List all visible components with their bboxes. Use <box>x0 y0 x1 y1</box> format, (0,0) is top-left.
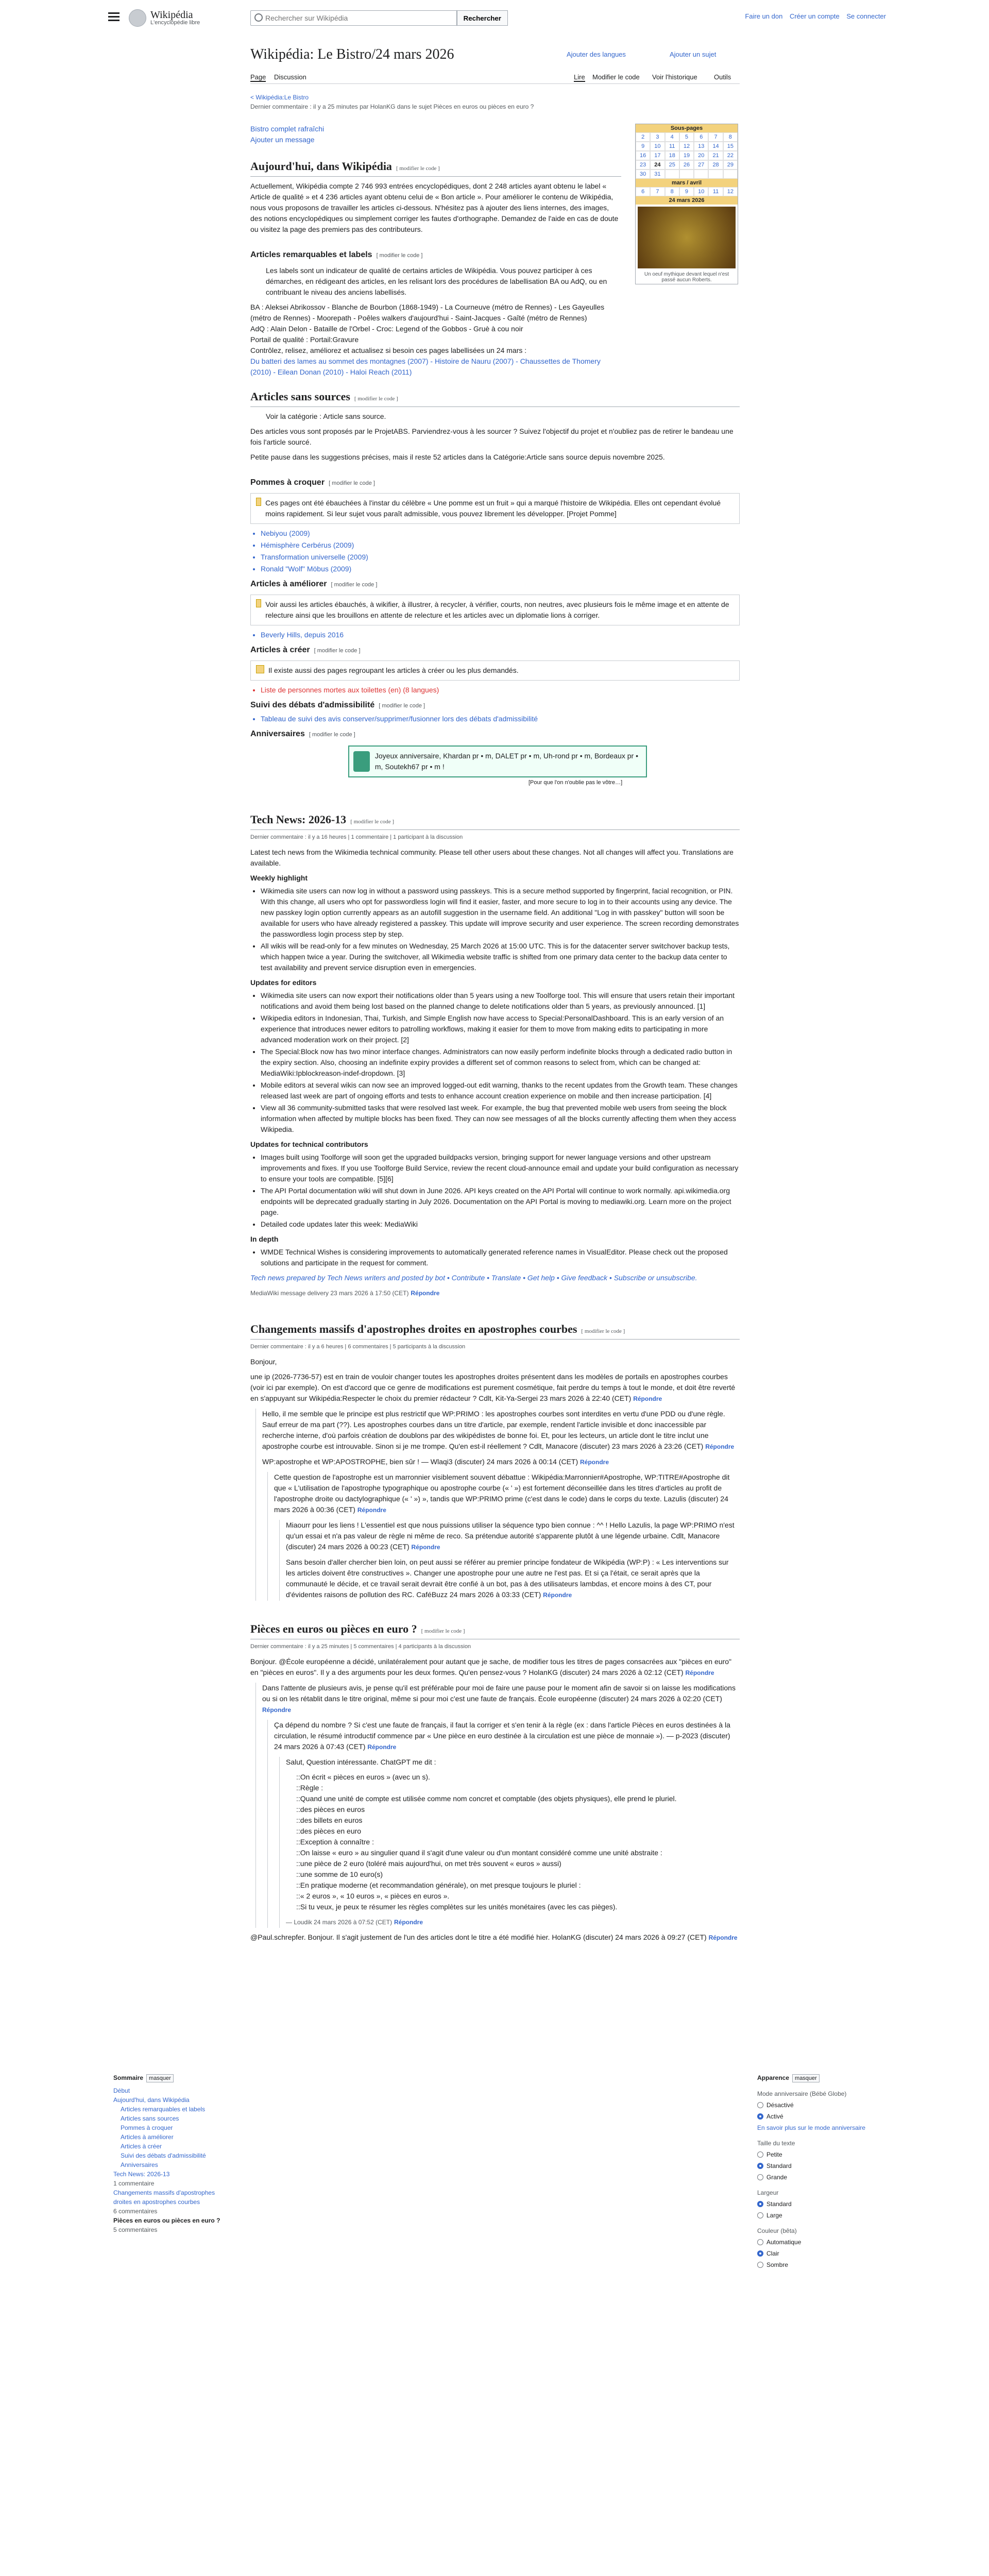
calendar-day[interactable]: 23 <box>636 160 650 170</box>
section-labels: Articles remarquables et labels [ modifier le code ] <box>250 250 423 259</box>
radio-size-large[interactable]: Grande <box>757 2173 886 2182</box>
comment: Dans l'attente de plusieurs avis, je pense qu'il est préférable pour moi de faire une pause pour le moment afin de savoir si on laisse les modifications ou si on les rétablit dans le titre original, même si pour moi c'est une faute de français. École européenne (discuter) 24 mars 2026 à 02:20 (CET) Répondre <box>262 1684 736 1714</box>
section-euros: Pièces en euros ou pièces en euro ? [ modifier le code ] <box>250 1623 740 1639</box>
birthday-note[interactable]: [Pour que l'on n'oublie pas le vôtre…] <box>528 779 623 786</box>
labels-check: Contrôlez, relisez, améliorez et actualisez si besoin ces pages labellisées un 24 mars : <box>250 346 527 354</box>
toc-item-current[interactable]: Pièces en euros ou pièces en euro ? <box>113 2217 220 2224</box>
calendar-next-month[interactable]: mars / avril <box>636 179 738 187</box>
sources-text1: Des articles vous sont proposés par le ProjetABS. Parviendrez-vous à les sourcer ? Suivez l'objectif du projet et n'oubliez pas de retirer le bandeau une fois l'article sourcé. <box>250 427 734 446</box>
calendar-day[interactable]: 5 <box>679 132 694 142</box>
calendar-day[interactable]: 26 <box>679 160 694 170</box>
tab-discussion[interactable]: Discussion <box>274 73 306 81</box>
calendar-day[interactable]: 2 <box>636 132 650 142</box>
calendar-day[interactable]: 10 <box>650 142 664 151</box>
tab-page[interactable]: Page <box>250 73 266 81</box>
calendar-day[interactable]: 6 <box>694 132 708 142</box>
search-input[interactable] <box>250 10 457 26</box>
calendar-day[interactable]: 3 <box>650 132 664 142</box>
edit-link[interactable]: [ modifier le code ] <box>331 582 378 588</box>
calendar-day[interactable]: 20 <box>694 151 708 160</box>
edit-link[interactable]: [ modifier le code ] <box>309 732 355 738</box>
add-topic-link[interactable]: Ajouter un sujet <box>670 50 717 58</box>
pommes-box: Ces pages ont été ébauchées à l'instar du célèbre « Une pomme est un fruit » qui a marqué l'histoire de Wikipédia. Elles ont cependant évolué moins rapidement. Si leur sujet vous paraît admissible, vous pouvez librement les développer. [Projet Pomme] <box>250 493 740 524</box>
list-item: • Mobile editors at several wikis can now see an improved logged-out edit warning, thanks to the recent updates from the Growth team. These changes released last week are part of ongoing efforts and tests to enhance account creation experience on mobile and then increase participation. [4] <box>261 1080 740 1101</box>
comment: @Paul.schrepfer. Bonjour. Il s'agit justement de l'un des articles dont le titre a été modifié hier. HolanKG (discuter) 24 mars 2026 à 09:27 (CET) Répondre <box>250 1933 738 1941</box>
list-item: • All wikis will be read-only for a few minutes on Wednesday, 25 March 2026 at 15:00 UTC. This is for the datacenter server switchover backup tests, which happen twice a year. During the switchover, all Wikimedia website traffic is shifted from one primary data center to the backup data center to test availability and prevent service disruption even in emergencies. <box>261 941 740 973</box>
toc-item[interactable]: Changements massifs d'apostrophes droites en apostrophes courbes <box>113 2189 215 2206</box>
calendar-day[interactable]: 11 <box>708 187 723 196</box>
calendar-day[interactable]: 17 <box>650 151 664 160</box>
quote-line: ::Si tu veux, je peux te résumer les règles complètes sur les unités monétaires (avec les cas pièges). <box>296 1903 618 1911</box>
main-content <box>250 124 884 1947</box>
search-button[interactable]: Rechercher <box>457 10 508 26</box>
comment: Sans besoin d'aller chercher bien loin, on peut aussi se référer au premier principe fondateur de Wikipédia (WP:P) : « Les interventions sur les articles doivent être constructives ». Changer une apostrophe pour une autre ne l'est pas. Et si ça l'était, ce serait après que la communauté le décide, et ce travail serait devrait être confié à un bot, pas à des utilisateurs lambdas, et encore moins à des CT, pour d'évidentes raisons de pollution des RC. CaféBuzz 24 mars 2026 à 03:33 (CET) Répondre <box>286 1558 729 1599</box>
toc-hide-button[interactable]: masquer <box>146 2074 174 2082</box>
section-technews: Tech News: 2026-13 [ modifier le code ] <box>250 814 740 830</box>
reply-button[interactable]: Répondre <box>367 1743 397 1751</box>
calendar-day[interactable]: 11 <box>665 142 679 151</box>
calendar-day[interactable]: 6 <box>636 187 650 196</box>
toc-item[interactable]: Articles remarquables et labels <box>121 2106 206 2113</box>
reply-button[interactable]: Répondre <box>357 1506 386 1514</box>
labels-list[interactable]: Du batteri des lames au sommet des montagnes (2007) - Histoire de Nauru (2007) - Chaussettes de Thomery (2010) - Eilean Donan (2010) - Haloi Reach (2011) <box>250 357 601 376</box>
euros-meta: Dernier commentaire : il y a 25 minutes | 5 commentaires | 4 participants à la discussion <box>250 1643 471 1650</box>
add-languages-button[interactable]: Ajouter des langues <box>567 50 626 58</box>
edit-link[interactable]: [ modifier le code ] <box>329 480 375 486</box>
cake-icon <box>353 751 370 772</box>
birthday-box: Joyeux anniversaire, Khardan pr • m, DALET pr • m, Uh-rond pr • m, Bordeaux pr • m, Soutekh67 pr • m ! <box>348 745 647 777</box>
section-anniv: Anniversaires [ modifier le code ] <box>250 730 355 738</box>
breadcrumb-parent-link[interactable]: < Wikipédia:Le Bistro <box>250 94 309 101</box>
toc-item[interactable]: Articles à améliorer <box>121 2133 174 2141</box>
color-label: Couleur (bêta) <box>757 2227 797 2234</box>
quote-line: ::En pratique moderne (et recommandation générale), on met presque toujours le pluriel : <box>296 1881 581 1889</box>
radio-color-dark[interactable]: Sombre <box>757 2260 886 2269</box>
calendar-day[interactable]: 14 <box>708 142 723 151</box>
login-link[interactable]: Se connecter <box>846 12 886 20</box>
technews-tech-heading: Updates for technical contributors <box>250 1140 368 1148</box>
donate-link[interactable]: Faire un don <box>745 12 783 20</box>
calendar-day[interactable]: 15 <box>723 142 738 151</box>
sources-box: Voir la catégorie : Article sans source. <box>266 412 386 420</box>
logo-subtitle: L'encyclopédie libre <box>150 20 200 26</box>
edit-link[interactable]: [ modifier le code ] <box>350 819 395 825</box>
edit-link[interactable]: [ modifier le code ] <box>354 396 398 402</box>
toc-item[interactable]: Début <box>113 2087 130 2094</box>
reply-button[interactable]: Répondre <box>394 1919 423 1926</box>
quote-line: ::Quand une unité de compte est utilisée comme nom concret et comptable (des objets physiques), elle prend le pluriel. <box>296 1794 677 1803</box>
reply-button[interactable]: Répondre <box>580 1459 609 1466</box>
labels-ba: BA : Aleksei Abrikossov - Blanche de Bourbon (1868-1949) - La Courneuve (métro de Rennes) - Les Gayeulles (métro de Rennes) - Moorepath - Poêles walkers d'aujourd'hui - Saint-Jacques - Gaîté (métro de Rennes) <box>250 303 605 322</box>
toc-count: 6 commentaires <box>113 2208 158 2215</box>
edit-link[interactable]: [ modifier le code ] <box>376 252 423 259</box>
calendar-day[interactable]: 27 <box>694 160 708 170</box>
quote-line: ::des billets en euros <box>296 1816 363 1824</box>
tab-history[interactable]: Voir l'historique <box>652 73 697 81</box>
section-debats: Suivi des débats d'admissibilité [ modifier le code ] <box>250 701 425 709</box>
creer-box: Il existe aussi des pages regroupant les articles à créer ou les plus demandés. <box>250 660 740 681</box>
add-message-link[interactable]: Ajouter un message <box>250 135 315 144</box>
appearance-title: Apparence <box>757 2074 790 2081</box>
list-item: • Images built using Toolforge will soon get the upgraded buildpacks version, bringing support for newer language versions and other upstream improvements and fixes. If you use Toolforge Build Service, review the recent cloud-announce email and update your build configuration as necessary to ensure your tools are compatible. [5][6] <box>261 1152 740 1184</box>
toc-item[interactable]: Suivi des débats d'admissibilité <box>121 2152 206 2159</box>
mode-label: Mode anniversaire (Bébé Globe) <box>757 2090 847 2097</box>
radio-size-standard[interactable]: Standard <box>757 2161 886 2171</box>
toc-item[interactable]: Aujourd'hui, dans Wikipédia <box>113 2096 190 2104</box>
radio-size-small[interactable]: Petite <box>757 2150 886 2159</box>
radio-mode-off[interactable]: Désactivé <box>757 2100 886 2110</box>
list-item[interactable]: • Liste de personnes mortes aux toilettes (en) (8 langues) <box>261 685 740 696</box>
main-menu-icon[interactable] <box>108 12 120 22</box>
section-today: Aujourd'hui, dans Wikipédia [ modifier le code ] <box>250 161 621 177</box>
tab-edit-source[interactable]: Modifier le code <box>592 73 640 81</box>
section-sources: Articles sans sources [ modifier le code ] <box>250 391 740 407</box>
tab-tools[interactable]: Outils <box>714 73 731 81</box>
mode-learn-more-link[interactable]: En savoir plus sur le mode anniversaire <box>757 2124 866 2131</box>
comment: Salut, Question intéressante. ChatGPT me dit : <box>286 1758 436 1766</box>
edit-link[interactable]: [ modifier le code ] <box>396 165 440 172</box>
comment: Cette question de l'apostrophe est un marronnier visiblement souvent débattue : Wikipédia:Marronnier#Apostrophe, WP:TITRE#Apostrophe dit que « L'utilisation de l'apostrophe typographique ou apostrophe courbe (« ' ») est fortement déconseillée dans les titres d'articles au profit de l'apostrophe droite ou dactylographique (« ' ») », tandis que WP:PRIMO prime (c'est dans le code) dans le corps du texte. Lazulis (discuter) 24 mars 2026 à 00:36 (CET) Répondre <box>274 1473 730 1514</box>
calendar-day[interactable]: 13 <box>694 142 708 151</box>
section-creer: Articles à créer [ modifier le code ] <box>250 646 361 654</box>
list-item[interactable]: • Nebiyou (2009) <box>261 528 740 539</box>
section-ameliorer: Articles à améliorer [ modifier le code ] <box>250 580 378 588</box>
labels-box: Les labels sont un indicateur de qualité de certains articles de Wikipédia. Vous pouvez participer à ces démarches, en rédigeant des articles, en les relisant lors des procédures de labellisation BA ou AdQ, ou en contribuant le niveau des anciens labellisés. <box>266 266 607 296</box>
quote-line: ::« 2 euros », « 10 euros », « pièces en euros ». <box>296 1892 450 1900</box>
technews-intro: Latest tech news from the Wikimedia technical community. Please tell other users about these changes. Not all changes will affect you. Translations are available. <box>250 848 734 867</box>
site-logo[interactable] <box>129 9 200 27</box>
calendar-day[interactable]: 25 <box>665 160 679 170</box>
radio-width-wide[interactable]: Large <box>757 2211 886 2220</box>
calendar-day[interactable]: 8 <box>665 187 679 196</box>
calendar-day[interactable]: 29 <box>723 160 738 170</box>
calendar-day[interactable]: 8 <box>723 132 738 142</box>
list-item: • Wikimedia site users can now export their notifications older than 5 years using a new Toolforge tool. This will ensure that users retain their important notifications and avoid them being lost based on the planned change to delete notifications older than 5 years, as previously announced. [1] <box>261 990 740 1012</box>
comment: Bonjour, <box>250 1358 277 1366</box>
page-title: Wikipédia: Le Bistro/24 mars 2026 <box>250 46 454 62</box>
reply-button[interactable]: Répondre <box>705 1443 735 1450</box>
list-item[interactable]: • Ronald "Wolf" Möbus (2009) <box>261 564 740 574</box>
list-item: • Wikimedia site users can now log in without a password using passkeys. This is a secure method supported by fingerprint, facial recognition, or PIN. With this change, all users who opt for passwordless login will find it easier, faster, and more secure to log in to their accounts using any device. The new passkey login option currently appears as an autofill suggestion in the username field. An additional "Log in with passkey" button will soon be available for users who have already registered a passkey. This update will improve security and user experience. The screen recording demonstrates the passwordless login process step by step. <box>261 886 740 940</box>
user-links <box>740 12 886 20</box>
toc-item[interactable]: Tech News: 2026-13 <box>113 2171 170 2178</box>
breadcrumb <box>250 93 740 111</box>
calendar-day[interactable]: 12 <box>723 187 738 196</box>
list-item[interactable]: • Tableau de suivi des avis conserver/supprimer/fusionner lors des débats d'admissibilité <box>261 714 740 724</box>
calendar-day[interactable]: 30 <box>636 170 650 179</box>
quote-line: ::On écrit « pièces en euros » (avec un s). <box>296 1773 430 1781</box>
calendar-day[interactable]: 22 <box>723 151 738 160</box>
size-label: Taille du texte <box>757 2140 795 2147</box>
reply-button[interactable]: Répondre <box>633 1395 662 1402</box>
calendar-day[interactable]: 10 <box>694 187 708 196</box>
technews-footer[interactable]: Tech news prepared by Tech News writers and posted by bot • Contribute • Translate • Get help • Give feedback • Subscribe or unsubscribe. <box>250 1274 697 1282</box>
pencil-icon <box>256 599 261 607</box>
radio-color-light[interactable]: Clair <box>757 2249 886 2258</box>
chatgpt-quote <box>286 1772 740 1912</box>
calendar-day[interactable]: 19 <box>679 151 694 160</box>
calendar-day[interactable]: 24 <box>650 160 664 170</box>
edit-link[interactable]: [ modifier le code ] <box>421 1628 465 1634</box>
comment: Bonjour. @École européenne a décidé, unilatéralement pour autant que je sache, de modifier tous les titres de pages consacrées aux "pièces en euro" en "pièces en euros". Il y a des arguments pour les deux formes. Qu'en pensez-vous ? HolanKG (discuter) 24 mars 2026 à 02:12 (CET) Répondre <box>250 1657 731 1676</box>
appearance-panel <box>757 2073 886 2272</box>
calendar-title: Sous-pages <box>636 124 738 132</box>
toc-item[interactable]: Anniversaires <box>121 2161 158 2168</box>
quote-line: ::Exception à connaître : <box>296 1838 374 1846</box>
reply-button[interactable]: Répondre <box>543 1591 572 1599</box>
tab-read[interactable]: Lire <box>574 73 585 81</box>
reply-button[interactable]: Répondre <box>411 1544 440 1551</box>
bistro-refresh-link[interactable]: Bistro complet rafraîchi <box>250 125 325 133</box>
list-item[interactable]: • Hémisphère Cerbérus (2009) <box>261 540 740 551</box>
site-header <box>103 8 886 29</box>
radio-width-standard[interactable]: Standard <box>757 2199 886 2209</box>
edit-link[interactable]: [ modifier le code ] <box>581 1328 625 1334</box>
quote-line: ::Règle : <box>296 1784 323 1792</box>
apostrophes-meta: Dernier commentaire : il y a 6 heures | 6 commentaires | 5 participants à la discussion <box>250 1344 466 1350</box>
technews-meta: Dernier commentaire : il y a 16 heures | 1 commentaire | 1 participant à la discussion <box>250 834 463 840</box>
toc-title: Sommaire <box>113 2074 144 2081</box>
apple-icon <box>256 498 261 506</box>
calendar-caption: Un oeuf mythique devant lequel n'est passé aucun Roberts. <box>644 272 729 283</box>
list-item: • View all 36 community-submitted tasks that were resolved last week. For example, the bug that prevented mobile web users from seeing the block information when affected by multiple blocks has been fixed. They can now see messages of all the blocks currently affecting them when they access Wikipedia. <box>261 1103 740 1135</box>
calendar-image-title: 24 mars 2026 <box>636 196 738 205</box>
last-comment-info: Dernier commentaire : il y a 25 minutes par HolanKG dans le sujet Pièces en euros ou pièces en euro ? <box>250 103 534 110</box>
list-item: • Wikipedia editors in Indonesian, Thai, Turkish, and Simple English now have access to Special:PersonalDashboard. This is an early version of an experience that introduces newer editors to patrolling workflows, making it easier for them to move from making edits to participating in more advanced moderation work on their project. [2] <box>261 1013 740 1045</box>
calendar-day[interactable]: 12 <box>679 142 694 151</box>
table-of-contents <box>113 2073 232 2234</box>
edit-link[interactable]: [ modifier le code ] <box>314 648 361 654</box>
quote-line: ::une pièce de 2 euro (toléré mais aujourd'hui, on met très souvent « euros » aussi) <box>296 1859 561 1868</box>
calendar-day[interactable]: 7 <box>708 132 723 142</box>
comment: Miaourr pour les liens ! L'essentiel est que nous puissions utiliser la séquence typo bien connue : ^^ ! Hello Lazulis, la page WP:PRIMO n'est qu'un essai et n'a pas valeur de règle ni même de reco. Sa prétendue autorité s'apparente plutôt à une légende urbaine. Cdlt, Manacore (discuter) 24 mars 2026 à 00:23 (CET) Répondre <box>286 1521 735 1551</box>
labels-portal: Portail de qualité : Portail:Gravure <box>250 335 359 344</box>
today-text: Actuellement, Wikipédia compte 2 746 993 entrées encyclopédiques, dont 2 248 articles ayant obtenu le label « Article de qualité » et 4 236 articles ayant obtenu celui de « Bon article ». Pour améliorer le contenu de Wikipédia, nous vous proposons de travailler les articles ci-dessous. N'hésitez pas à ajouter des liens internes, des images, des notions encyclopédiques ou simplement corriger les fautes d'orthographe. Demandez de l'aide en cas de doute ou visitez la page des premiers pas des contributeurs. <box>250 182 619 233</box>
toc-item[interactable]: Articles sans sources <box>121 2115 179 2122</box>
comment: WP:apostrophe et WP:APOSTROPHE, bien sûr ! — Wlaqi3 (discuter) 24 mars 2026 à 00:14 (CET) Répondre <box>262 1458 609 1466</box>
technews-depth-heading: In depth <box>250 1235 279 1243</box>
appearance-hide-button[interactable]: masquer <box>792 2074 820 2082</box>
list-item[interactable]: • Transformation universelle (2009) <box>261 552 740 563</box>
calendar-day[interactable]: 9 <box>636 142 650 151</box>
section-apostrophes: Changements massifs d'apostrophes droites en apostrophes courbes [ modifier le code ] <box>250 1324 740 1340</box>
toc-item[interactable]: Articles à créer <box>121 2143 162 2150</box>
section-pommes: Pommes à croquer [ modifier le code ] <box>250 478 375 487</box>
list-item: • Detailed code updates later this week: MediaWiki <box>261 1219 740 1230</box>
reply-button[interactable]: Répondre <box>262 1706 292 1714</box>
search-box <box>250 10 508 26</box>
calendar-day[interactable]: 16 <box>636 151 650 160</box>
list-item: • The Special:Block now has two minor interface changes. Administrators can now easily perform indefinite blocks through a dedicated radio button in the expiry section. Also, choosing an indefinite expiry provides a different set of common reasons to select from, which can be changed at: MediaWiki:Ipblockreason-indef-dropdown. [3] <box>261 1046 740 1079</box>
quote-line: ::On laisse « euro » au singulier quand il s'agit d'une valeur ou d'un montant considéré comme une unité abstraite : <box>296 1849 662 1857</box>
toc-item[interactable]: Pommes à croquer <box>121 2124 173 2131</box>
signature: — Loudik 24 mars 2026 à 07:52 (CET) <box>286 1919 393 1926</box>
quote-line: ::une somme de 10 euro(s) <box>296 1870 383 1878</box>
edit-link[interactable]: [ modifier le code ] <box>379 703 425 709</box>
list-item[interactable]: • Beverly Hills, depuis 2016 <box>261 630 740 640</box>
reply-button[interactable]: Répondre <box>708 1934 738 1941</box>
calendar-day[interactable]: 7 <box>650 187 664 196</box>
width-label: Largeur <box>757 2189 779 2196</box>
calendar-day[interactable]: 21 <box>708 151 723 160</box>
search-icon <box>254 13 263 22</box>
pommes-list <box>261 528 740 574</box>
quote-line: ::des pièces en euros <box>296 1805 365 1814</box>
comment: une ip (2026-7736-57) est en train de vouloir changer toutes les apostrophes droites présentent dans les modèles de portails en apostrophes courbes (voir ici par exemple). On est d'accord que ce genre de modifications est purement cosmétique, fait perdre du temps à tout le monde, et doit être reverté en s'appuyant sur Wikipédia:Respecter le choix du premier rédacteur ? Cdlt, Kit-Ya-Sergei 23 mars 2026 à 22:40 (CET) Répondre <box>250 1372 736 1402</box>
calendar-day[interactable]: 4 <box>665 132 679 142</box>
technews-editors-heading: Updates for editors <box>250 978 317 987</box>
logo-title: Wikipédia <box>150 9 193 21</box>
page-tabs <box>250 71 740 84</box>
technews-weekly-heading: Weekly highlight <box>250 874 308 882</box>
calendar-day[interactable]: 31 <box>650 170 664 179</box>
reply-button[interactable]: Répondre <box>411 1290 440 1297</box>
radio-mode-on[interactable]: Activé <box>757 2112 886 2121</box>
comment: Hello, il me semble que le principe est plus restrictif que WP:PRIMO : les apostrophes courbes sont interdites en vertu d'une PDD ou d'une règle. Sauf erreur de ma part (??). Les apostrophes courbes dans un titre d'article, par exemple, rendent l'article invisible et donc inaccessible par recherche interne, d'où parfois création de doublons par des wikipédistes de bonne foi. Et, pour les lecteurs, un article dont le titre inclut une apostrophe courbe est introuvable. Sinon si je me trompe. Qu'en est-il réellement ? Cdlt, Manacore (discuter) 23 mars 2026 à 23:26 (CET) Répondre <box>262 1410 735 1450</box>
calendar-day[interactable]: 28 <box>708 160 723 170</box>
calendar-day[interactable]: 9 <box>679 187 694 196</box>
list-item: • WMDE Technical Wishes is considering improvements to automatically generated reference names in VisualEditor. Please check out the proposed solutions and participate in the request for comment. <box>261 1247 740 1268</box>
comment: Ça dépend du nombre ? Si c'est une faute de français, il faut la corriger et s'en tenir à la règle (ex : dans l'article Pièces en euros destinées à la circulation, le résumé introductif commence par « Une pièce en euro destinée à la circulation est une pièce de monnaie »). — p-2023 (discuter) 24 mars 2026 à 07:43 (CET) Répondre <box>274 1721 730 1751</box>
wikipedia-globe-icon <box>129 9 146 27</box>
quote-line: ::des pièces en euro <box>296 1827 362 1835</box>
list-item: • The API Portal documentation wiki will shut down in June 2026. API keys created on the API Portal will continue to work normally. api.wikimedia.org endpoints will be deprecated gradually starting in July 2026. Documentation on the API Portal is moving to mediawiki.org. Learn more on the project page. <box>261 1185 740 1218</box>
toc-count: 1 commentaire <box>113 2180 155 2187</box>
signature: MediaWiki message delivery 23 mars 2026 à 17:50 (CET) <box>250 1290 409 1297</box>
ameliorer-box: Voir aussi les articles ébauchés, à wikifier, à illustrer, à recycler, à vérifier, courts, non neutres, avec plusieurs fois le même image et en attente de relecture ainsi que les brouillons en attente de relecture et les articles avec un diplomatie lions à corriger. <box>250 595 740 625</box>
pencil-icon <box>256 665 264 673</box>
calendar-day[interactable]: 18 <box>665 151 679 160</box>
toc-count: 5 commentaires <box>113 2226 158 2233</box>
labels-adq: AdQ : Alain Delon - Bataille de l'Orbel - Croc: Legend of the Gobbos - Gruè à cou noir <box>250 325 523 333</box>
reply-button[interactable]: Répondre <box>685 1669 714 1676</box>
sources-text2: Petite pause dans les suggestions précises, mais il reste 52 articles dans la Catégorie:Article sans source depuis novembre 2025. <box>250 453 665 461</box>
radio-color-auto[interactable]: Automatique <box>757 2238 886 2247</box>
create-account-link[interactable]: Créer un compte <box>789 12 840 20</box>
